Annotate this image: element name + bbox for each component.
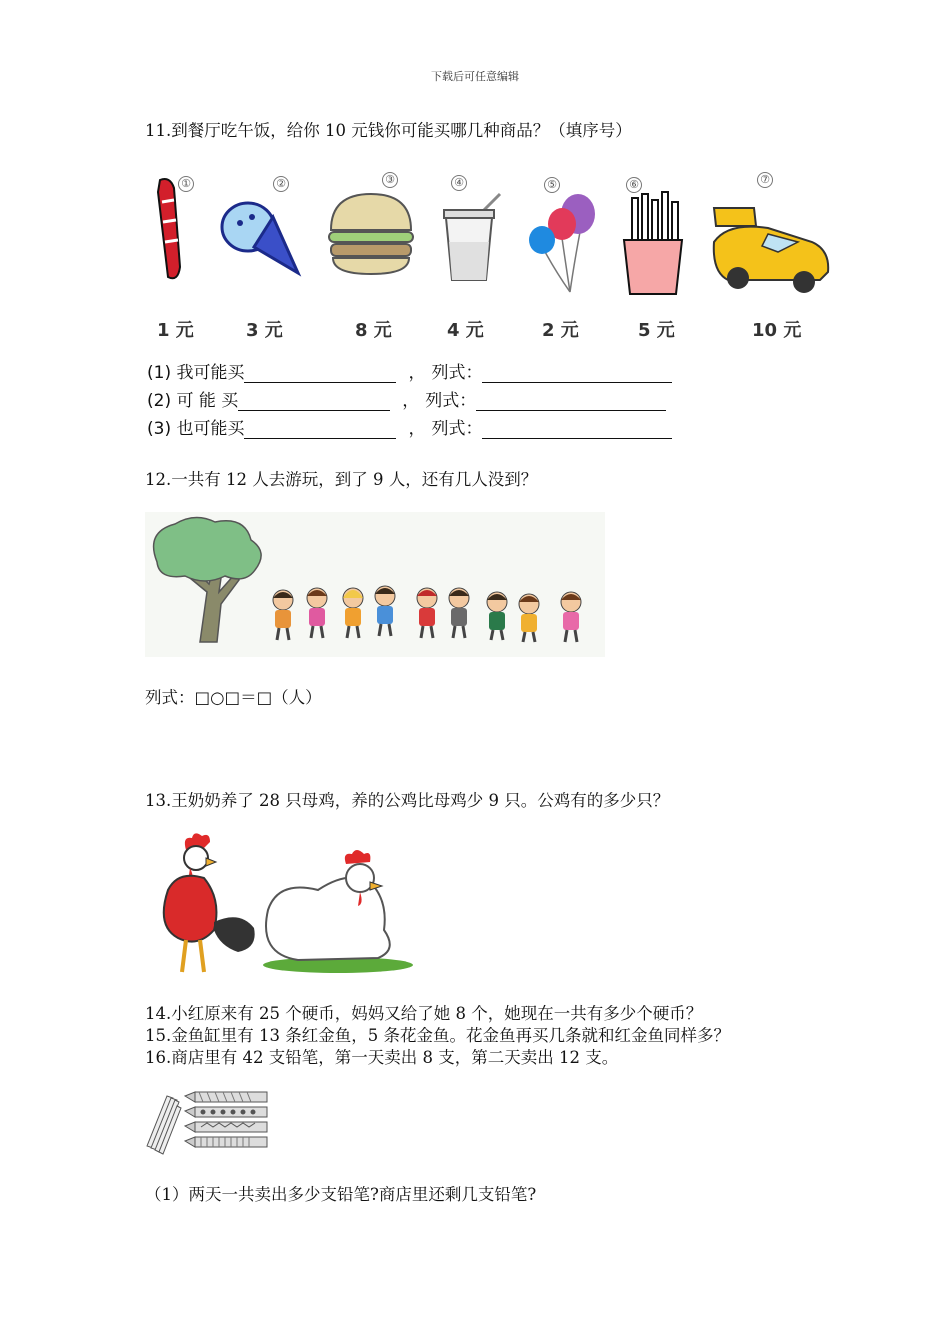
item-number: ③: [382, 172, 398, 188]
question-13: 13.王奶奶养了 28 只母鸡，养的公鸡比母鸡少 9 只。公鸡有的多少只？: [145, 791, 670, 810]
item-number: ⑤: [544, 177, 560, 193]
item-price: 4 元: [447, 320, 484, 341]
hen-icon: [266, 850, 390, 960]
item-price: 1 元: [157, 320, 194, 341]
q12-formula: 列式：□○□＝□（人）: [145, 688, 322, 707]
item-price: 5 元: [638, 320, 675, 341]
pencil-bundle-icon: [147, 1096, 181, 1154]
rooster-and-hen-illustration: [148, 830, 418, 992]
formula-blank[interactable]: [476, 392, 666, 411]
sausage-icon: [148, 172, 188, 287]
balloons-icon: [526, 192, 600, 297]
question-16-part-1: （1）两天一共卖出多少支铅笔?商店里还剩几支铅笔?: [145, 1185, 537, 1204]
question-12: 12.一共有 12 人去游玩，到了 9 人，还有几人没到？: [145, 470, 538, 489]
question-14: 14.小红原来有 25 个硬币，妈妈又给了她 8 个，她现在一共有多少个硬币？: [145, 1004, 703, 1023]
answer-blank[interactable]: [238, 392, 390, 411]
item-number: ⑦: [757, 172, 773, 188]
item-number: ②: [273, 176, 289, 192]
hamburger-icon: [325, 188, 417, 280]
page-header: 下载后可任意编辑: [431, 70, 519, 83]
ice-cream-icon: [218, 195, 306, 280]
formula-blank[interactable]: [482, 420, 672, 439]
answer-line-3: (3) 也可能买 ， 列式：: [147, 414, 672, 439]
tree-and-children-illustration: [145, 512, 605, 657]
item-price: 3 元: [246, 320, 283, 341]
answer-line-1: (1) 我可能买 ， 列式：: [147, 358, 672, 383]
item-price: 8 元: [355, 320, 392, 341]
item-number: ⑥: [626, 177, 642, 193]
answer-blank[interactable]: [244, 420, 396, 439]
french-fries-icon: [618, 190, 688, 298]
item-price: 2 元: [542, 320, 579, 341]
item-price: 10 元: [752, 320, 802, 341]
answer-blank[interactable]: [244, 364, 396, 383]
formula-label: 列式：: [425, 391, 477, 411]
formula-label: 列式：: [431, 419, 483, 439]
question-16: 16.商店里有 42 支铅笔，第一天卖出 8 支，第二天卖出 12 支。: [145, 1048, 619, 1067]
question-15: 15.金鱼缸里有 13 条红金鱼，5 条花金鱼。花金鱼再买几条就和红金鱼同样多？: [145, 1026, 730, 1045]
pencils-row-icon: [185, 1092, 267, 1147]
answer-label: (2) 可 能 买: [147, 391, 239, 411]
answer-label: (1) 我可能买: [147, 363, 245, 383]
formula-blank[interactable]: [482, 364, 672, 383]
formula-label: 列式：: [431, 363, 483, 383]
rooster-icon: [164, 833, 255, 972]
answer-line-2: (2) 可 能 买 ， 列式：: [147, 386, 666, 411]
question-11: 11.到餐厅吃午饭，给你 10 元钱你可能买哪几种商品？（填序号）: [145, 121, 632, 140]
item-number: ①: [178, 176, 194, 192]
pencils-illustration: [145, 1090, 270, 1156]
item-number: ④: [451, 175, 467, 191]
drink-cup-icon: [440, 192, 508, 284]
toy-car-icon: [708, 202, 834, 298]
answer-label: (3) 也可能买: [147, 419, 245, 439]
